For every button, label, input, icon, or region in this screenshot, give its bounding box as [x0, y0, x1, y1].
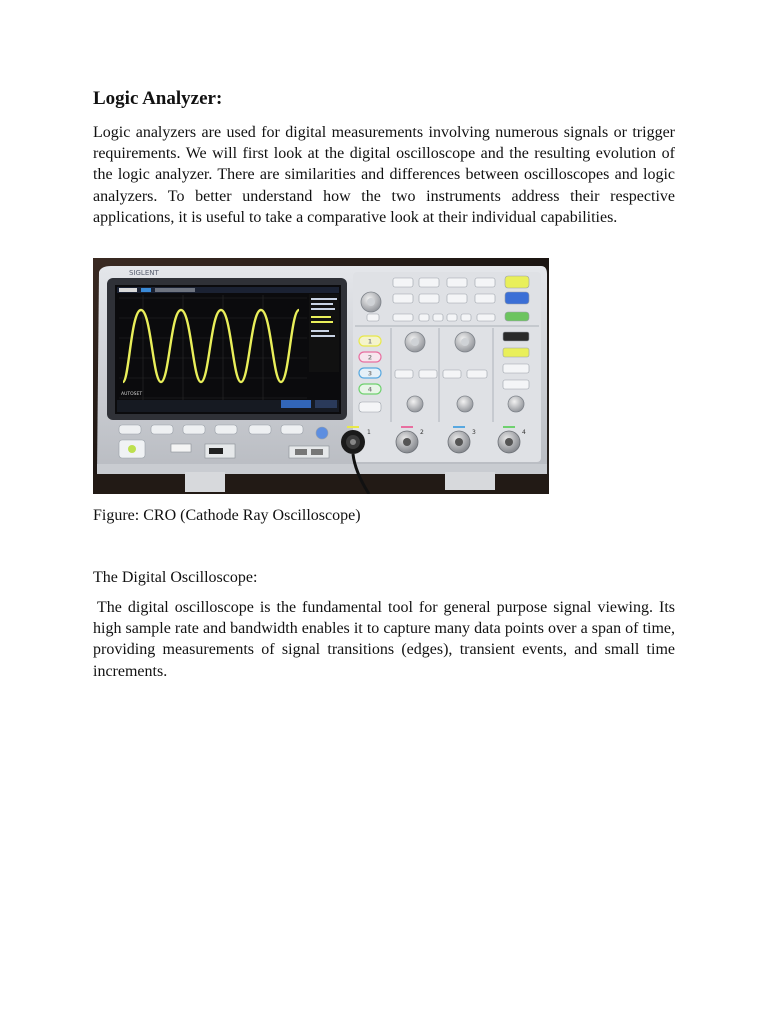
ch2-label: 2: [367, 354, 373, 362]
subsection-title: The Digital Oscilloscope:: [93, 569, 258, 586]
front-label-1: 1: [367, 429, 371, 436]
front-label-3: 3: [472, 429, 476, 436]
section: [93, 86, 675, 228]
subsection-paragraph: The digital oscilloscope is the fundamental tool for general purpose signal viewing. Its high sample rate and bandwidth enables it to capture many data points over a span of time, providing measurements of signal transitions (edges), transient events, and small time increments.: [93, 599, 675, 680]
ch4-label: 4: [367, 386, 373, 394]
front-label-2: 2: [420, 429, 424, 436]
subsection-body: [93, 597, 675, 682]
screen-footer: AUTOSET: [121, 392, 143, 397]
figure-caption: Figure: CRO (Cathode Ray Oscilloscope): [93, 507, 361, 524]
intro-paragraph: Logic analyzers are used for digital measurements involving numerous signals or trigger requirements. We will first look at the digital oscilloscope and the resulting evolution of the logic analyzer. There are similarities and differences between oscilloscopes and logic analyzers. To better understand how the two instruments address their respective applications, it is useful to take a comparative look at their individual capabilities.: [93, 124, 675, 226]
ch1-label: 1: [367, 338, 373, 346]
brand-text: SIGLENT: [129, 269, 159, 277]
oscilloscope-photo: [93, 258, 549, 494]
ch3-label: 3: [367, 370, 373, 378]
front-label-4: 4: [522, 429, 526, 436]
section-title: Logic Analyzer:: [93, 88, 223, 109]
scope-screen: [115, 285, 341, 414]
